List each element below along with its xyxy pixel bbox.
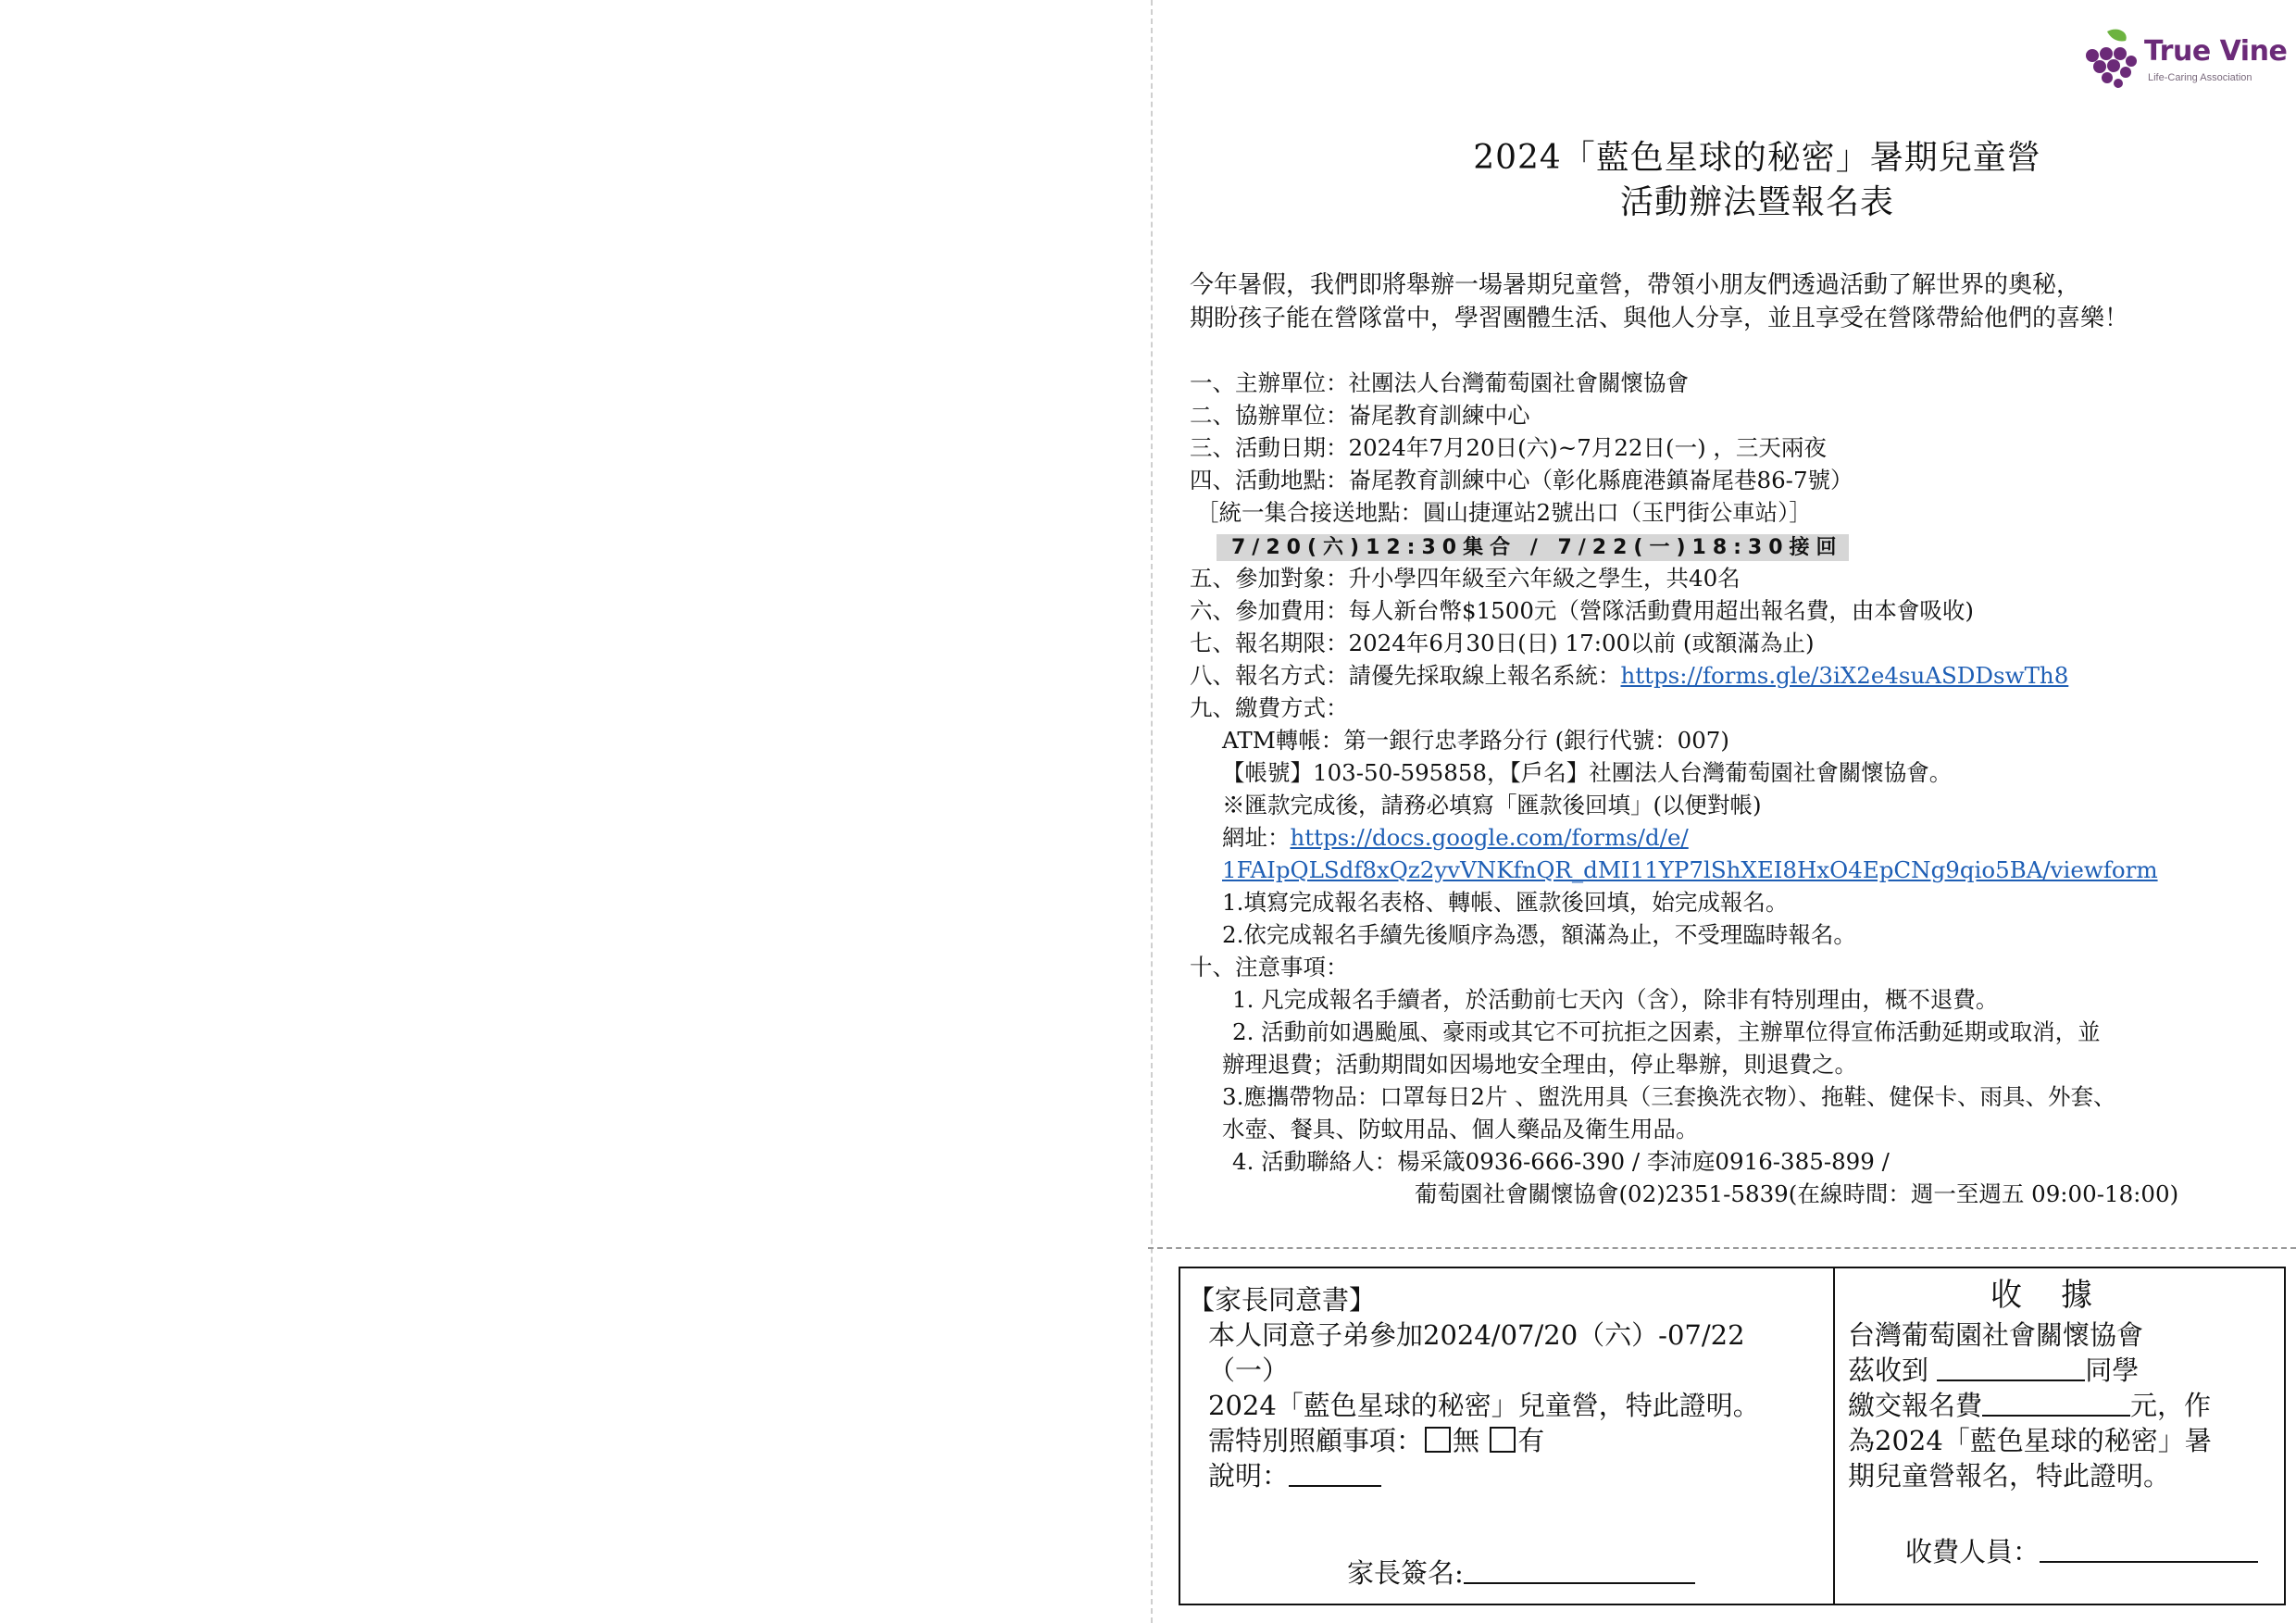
true-vine-logo xyxy=(2079,28,2292,93)
explain-blank[interactable] xyxy=(1289,1461,1381,1487)
item-fee: 六、參加費用：每人新台幣$1500元（營隊活動費用超出報名費，由本會吸收) xyxy=(1190,597,1974,624)
consent-line-3: 2024「藍色星球的秘密」兒童營，特此證明。 xyxy=(1208,1390,1760,1421)
payment-remit-note: ※匯款完成後，請務必填寫「匯款後回填」(以便對帳) xyxy=(1222,792,1762,818)
payment-step-2: 2.依完成報名手續先後順序為憑，額滿為止，不受理臨時報名。 xyxy=(1222,921,1856,948)
item-notes-heading: 十、注意事項： xyxy=(1190,954,1349,980)
consent-line-2: （一） xyxy=(1208,1355,1290,1386)
receipt-paid-row xyxy=(1848,1388,2211,1423)
note-1: 1. 凡完成報名手續者，於活動前七天內（含），除非有特別理由，概不退費。 xyxy=(1232,986,1999,1013)
item-pickup: ［統一集合接送地點：圓山捷運站2號出口（玉門街公車站）］ xyxy=(1196,499,1812,526)
pickup-time xyxy=(1217,531,1849,564)
signature-label: 家長簽名: xyxy=(1347,1557,1464,1589)
item-deadline: 七、報名期限：2024年6月30日(日) 17:00以前 (或額滿為止) xyxy=(1190,630,1815,656)
option-none-label: 無 xyxy=(1453,1425,1480,1456)
logo-name: True Vine xyxy=(2144,35,2288,68)
document-title: 2024「藍色星球的秘密」暑期兒童營 xyxy=(1473,139,2041,177)
item-organizer: 一、主辦單位：社團法人台灣葡萄園社會關懷協會 xyxy=(1190,369,1689,396)
grape-icon xyxy=(2079,28,2142,91)
consent-line-1: 本人同意子弟參加2024/07/20（六）-07/22 xyxy=(1208,1319,1745,1351)
item-method xyxy=(1190,660,2068,692)
document-subtitle: 活動辦法暨報名表 xyxy=(1619,183,1894,221)
logo-tagline: Life-Caring Association xyxy=(2148,72,2252,83)
paid-suffix: 元，作 xyxy=(2130,1390,2212,1421)
receipt-purpose-1: 為2024「藍色星球的秘密」暑 xyxy=(1848,1425,2212,1456)
note-2b: 辦理退費；活動期間如因場地安全理由，停止舉辦，則退費之。 xyxy=(1222,1051,1857,1078)
payment-account: 【帳號】103-50-595858，【戶名】社團法人台灣葡萄園社會關懷協會。 xyxy=(1222,759,1953,786)
explain-label: 說明： xyxy=(1208,1460,1290,1492)
item-co-organizer: 二、協辦單位：崙尾教育訓練中心 xyxy=(1190,402,1530,429)
fold-line xyxy=(1151,0,1153,1623)
remit-form-link-1[interactable]: https://docs.google.com/forms/d/e/ xyxy=(1290,824,1689,851)
note-3b: 水壺、餐具、防蚊用品、個人藥品及衛生用品。 xyxy=(1222,1116,1699,1142)
student-name-blank[interactable] xyxy=(1937,1355,2085,1381)
pickup-time-highlight: 7/20(六)12:30集合 / 7/22(一)18:30接回 xyxy=(1217,534,1849,561)
amount-blank[interactable] xyxy=(1982,1391,2130,1417)
note-2a: 2. 活動前如遇颱風、豪雨或其它不可抗拒之因素，主辦單位得宣佈活動延期或取消，並 xyxy=(1232,1018,2101,1045)
receipt-received-row xyxy=(1848,1353,2139,1388)
receipt-purpose-2: 期兒童營報名，特此證明。 xyxy=(1848,1460,2171,1492)
option-yes-label: 有 xyxy=(1517,1425,1545,1456)
method-label: 八、報名方式：請優先採取線上報名系統： xyxy=(1190,662,1621,689)
explain-row xyxy=(1208,1458,1381,1493)
received-suffix: 同學 xyxy=(2085,1355,2140,1386)
remit-url-2 xyxy=(1222,855,2158,886)
receipt-heading: 收 據 xyxy=(1990,1277,2096,1314)
form-divider xyxy=(1833,1267,1835,1605)
signature-blank[interactable] xyxy=(1464,1558,1695,1584)
special-care-row xyxy=(1208,1423,1544,1458)
consent-heading: 【家長同意書】 xyxy=(1188,1284,1377,1316)
remit-url xyxy=(1222,822,1689,854)
item-date: 三、活動日期：2024年7月20日(六)~7月22日(一) ，三天兩夜 xyxy=(1190,434,1827,461)
payment-step-1: 1.填寫完成報名表格、轉帳、匯款後回填，始完成報名。 xyxy=(1222,889,1789,916)
special-care-label: 需特別照顧事項： xyxy=(1208,1425,1424,1456)
collector-label: 收費人員： xyxy=(1905,1536,2040,1567)
payment-atm: ATM轉帳：第一銀行忠孝路分行 (銀行代號：007) xyxy=(1222,727,1729,754)
intro-line-1: 今年暑假，我們即將舉辦一場暑期兒童營，帶領小朋友們透過活動了解世界的奧秘， xyxy=(1190,271,2081,299)
remit-form-link-2[interactable]: 1FAIpQLSdf8xQz2yvVNKfnQR_dMI11YP7lShXEI8HxO4EpCNg9qio5BA/viewform xyxy=(1222,856,2158,883)
note-4a: 4. 活動聯絡人：楊采箴0936-666-390 / 李沛庭0916-385-899 / xyxy=(1232,1148,1890,1175)
registration-link[interactable]: https://forms.gle/3iX2e4suASDDswTh8 xyxy=(1620,662,2069,689)
item-participants: 五、參加對象：升小學四年級至六年級之學生，共40名 xyxy=(1190,565,1741,592)
signature-row xyxy=(1347,1555,1695,1591)
cut-line xyxy=(1148,1247,2296,1249)
collector-blank[interactable] xyxy=(2040,1537,2258,1563)
checkbox-none[interactable] xyxy=(1425,1427,1451,1453)
note-3a: 3.應攜帶物品：口罩每日2片 、盥洗用具（三套換洗衣物）、拖鞋、健保卡、雨具、外套、 xyxy=(1222,1083,2116,1110)
checkbox-yes[interactable] xyxy=(1490,1427,1516,1453)
receipt-org: 台灣葡萄園社會關懷協會 xyxy=(1848,1319,2144,1351)
note-4b: 葡萄園社會關懷協會(02)2351-5839(在線時間：週一至週五 09:00-18:00) xyxy=(1415,1180,2179,1207)
received-prefix: 茲收到 xyxy=(1848,1355,1929,1386)
item-location: 四、活動地點：崙尾教育訓練中心（彰化縣鹿港鎮崙尾巷86-7號） xyxy=(1190,467,1853,493)
url-label: 網址： xyxy=(1222,824,1291,851)
collector-row xyxy=(1905,1534,2258,1569)
item-payment-heading: 九、繳費方式： xyxy=(1190,694,1349,721)
intro-line-2: 期盼孩子能在營隊當中，學習團體生活、與他人分享，並且享受在營隊帶給他們的喜樂！ xyxy=(1190,305,2129,332)
paid-prefix: 繳交報名費 xyxy=(1848,1390,1983,1421)
